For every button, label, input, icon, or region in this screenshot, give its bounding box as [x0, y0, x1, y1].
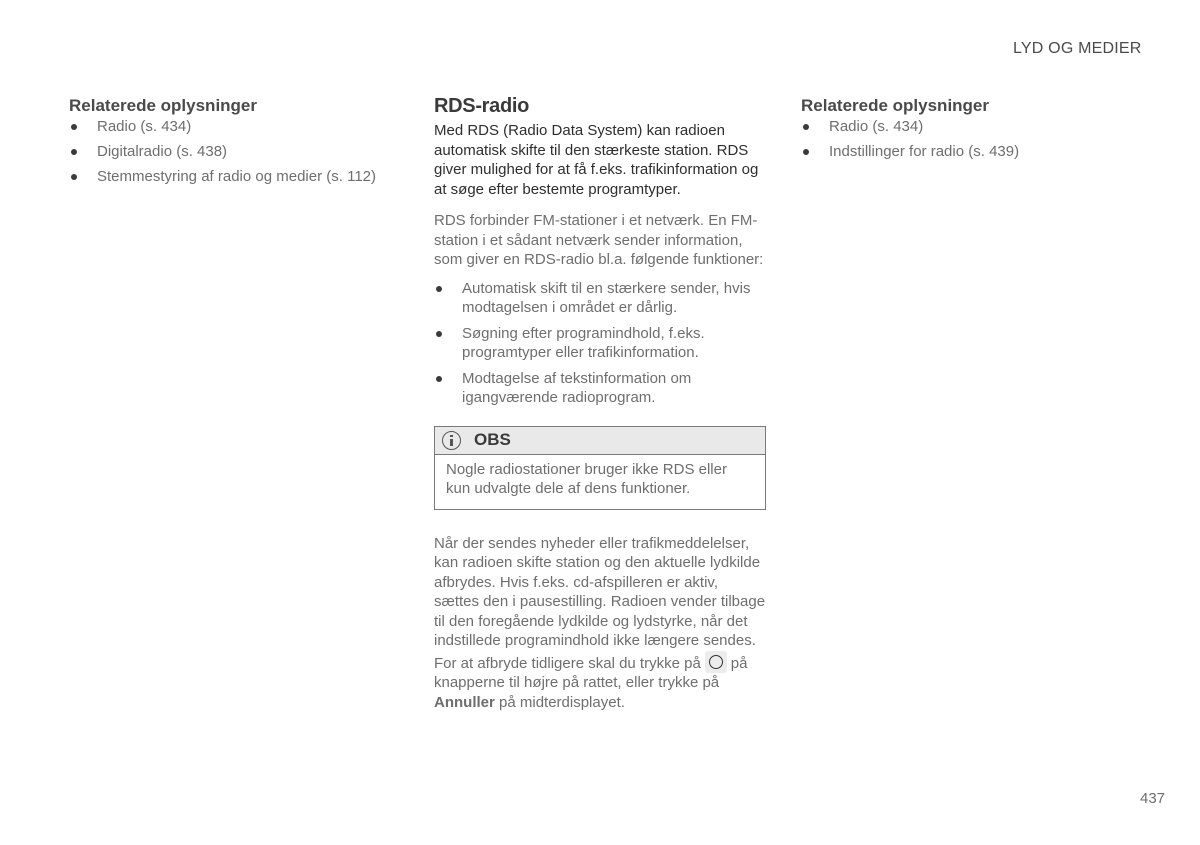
related-info-heading: Relaterede oplysninger [69, 96, 258, 115]
section-header: LYD OG MEDIER [1013, 40, 1142, 57]
related-link[interactable]: Radio (s. 434) [801, 117, 1131, 137]
bullet-icon [803, 124, 809, 130]
bullet-icon [71, 174, 77, 180]
note-box [434, 426, 766, 510]
info-icon [442, 431, 461, 450]
related-link[interactable]: Radio (s. 434) [69, 117, 399, 137]
note-title: OBS [474, 430, 511, 449]
main-column [434, 95, 766, 712]
page-number: 437 [1140, 790, 1166, 807]
intro-paragraph: Med RDS (Radio Data System) kan radioen automatisk skifte til den stærkeste station. RDS giver mulighed for at få f.eks. trafikinformation og at søge efter bestemte programtyper. [434, 122, 759, 198]
body-paragraph: RDS forbinder FM-stationer i et netværk. En FM-station i et sådant netværk sender information, som giver en RDS-radio bl.a. følgende funktioner: [434, 212, 764, 268]
left-column [69, 95, 399, 192]
bullet-icon [71, 149, 77, 155]
related-links-list [801, 117, 1131, 162]
list-item: Automatisk skift til en stærkere sender, hvis modtagelsen i området er dårlig. [434, 279, 766, 318]
function-list [434, 279, 766, 408]
cancel-label: Annuller [434, 693, 495, 711]
list-item: Søgning efter programindhold, f.eks. programtyper eller trafikinformation. [434, 324, 766, 363]
bullet-icon [436, 376, 442, 382]
section-title: RDS-radio [434, 95, 530, 117]
circle-button-icon [705, 651, 727, 673]
related-info-heading: Relaterede oplysninger [801, 96, 990, 115]
bullet-icon [436, 331, 442, 337]
body-paragraph-final: Når der sendes nyheder eller trafikmeddelelser, kan radioen skifte station og den aktuelle lydkilde afbrydes. Hvis f.eks. cd-afspilleren er aktiv, sættes den i pausestilling. Radioen vender tilbage til den foregående lydkilde og lydstyrke, når det indstillede programindhold ikke længere sendes. For at afbryde tidligere skal du trykke på på knapperne til højre på rattet, eller trykke på Annuller på midterdisplayet. [434, 534, 766, 711]
bullet-icon [71, 124, 77, 130]
note-text: Nogle radiostationer bruger ikke RDS eller kun udvalgte dele af dens funktioner. [446, 460, 727, 497]
right-column [801, 95, 1131, 167]
note-header [435, 427, 765, 455]
bullet-icon [436, 286, 442, 292]
related-link[interactable]: Indstillinger for radio (s. 439) [801, 142, 1131, 162]
list-item: Modtagelse af tekstinformation om igangværende radioprogram. [434, 369, 766, 408]
bullet-icon [803, 149, 809, 155]
related-link[interactable]: Stemmestyring af radio og medier (s. 112) [69, 167, 399, 187]
related-links-list [69, 117, 399, 187]
related-link[interactable]: Digitalradio (s. 438) [69, 142, 399, 162]
